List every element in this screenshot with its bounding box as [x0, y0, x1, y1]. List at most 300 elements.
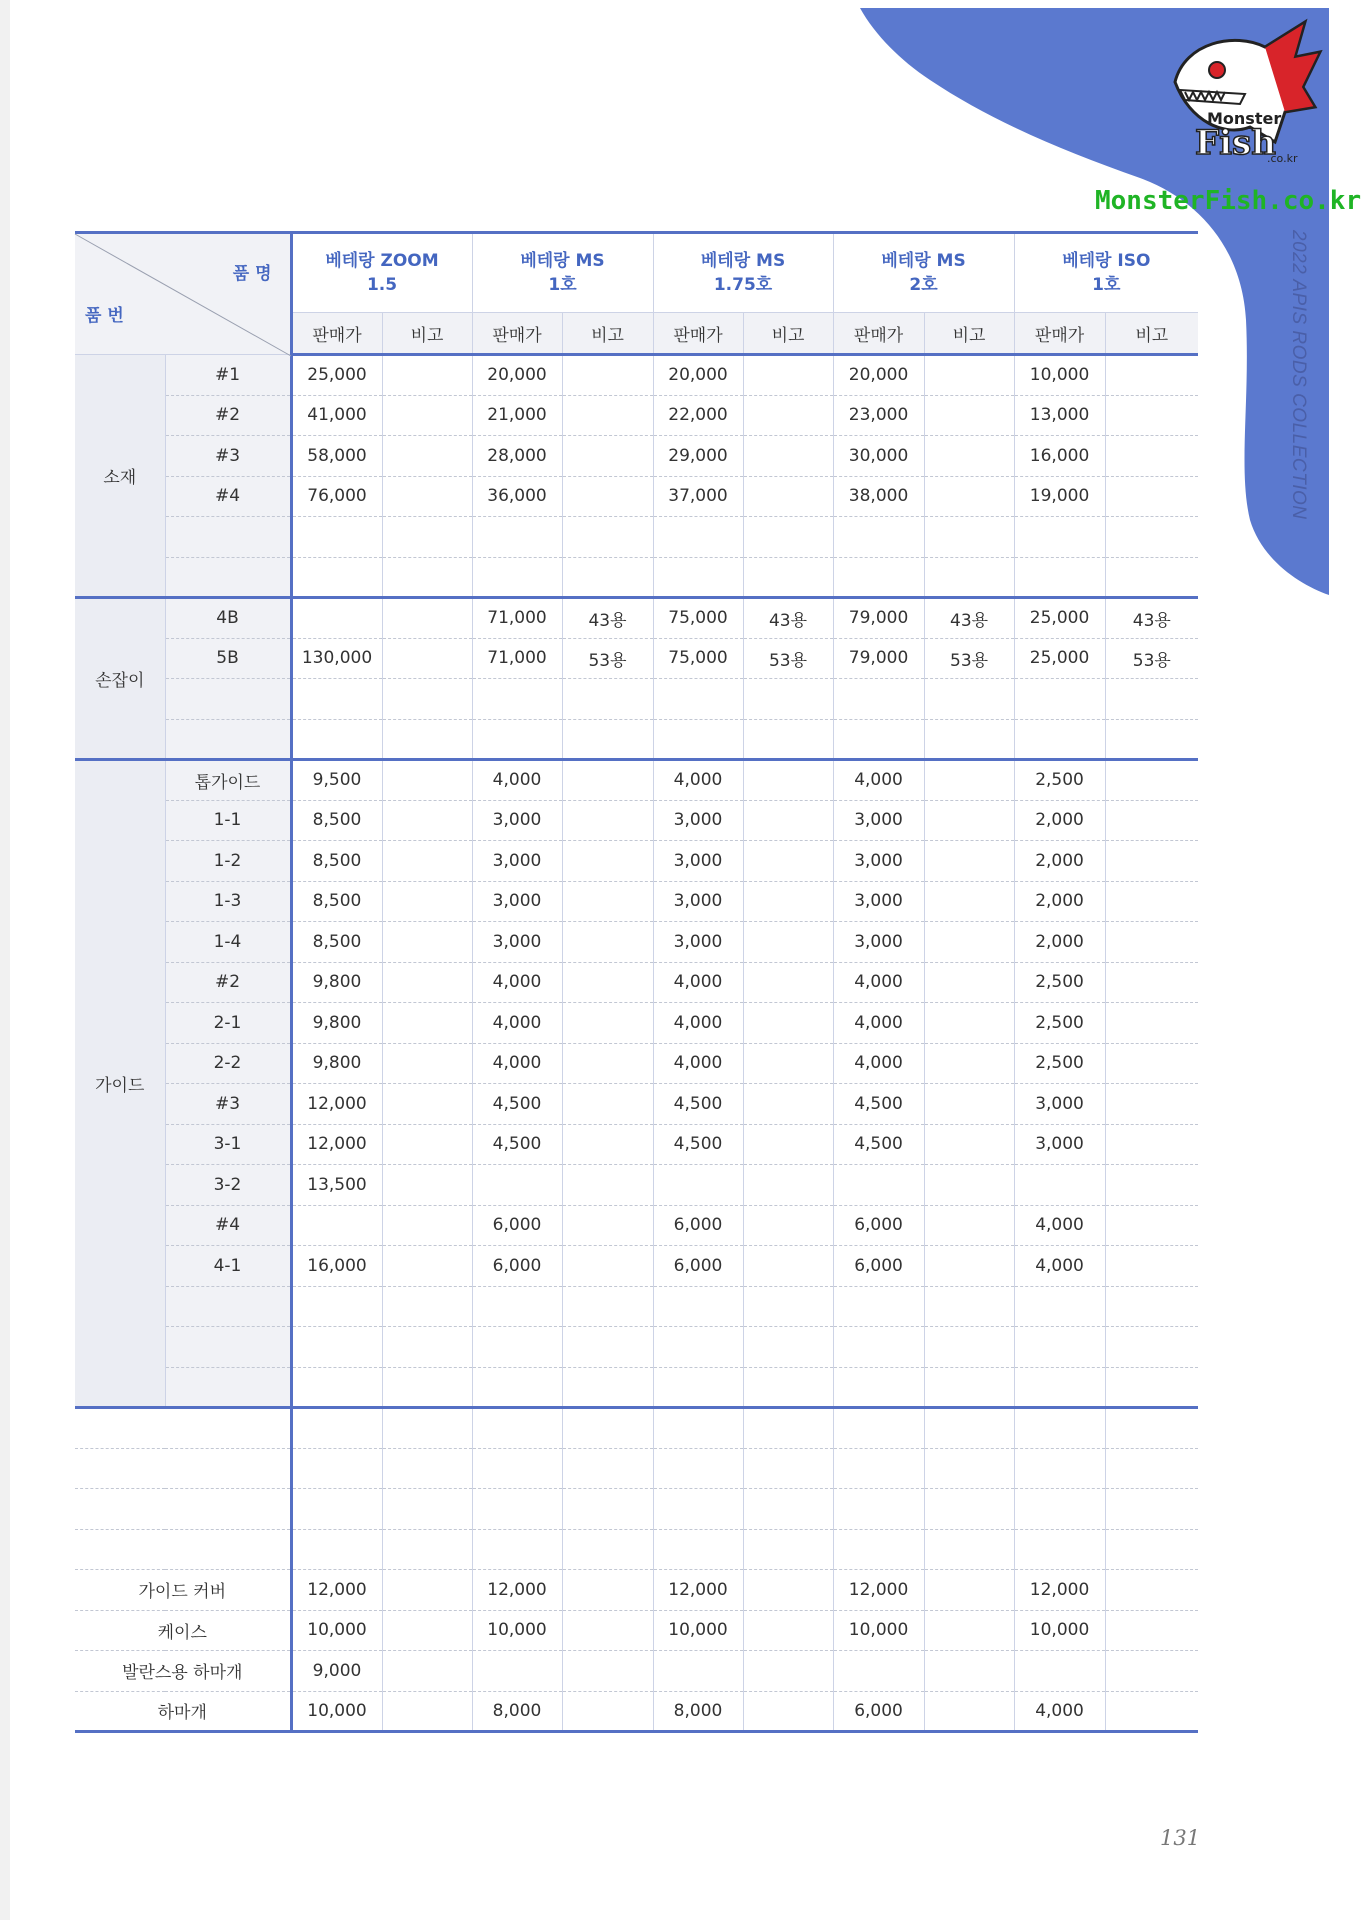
note-cell	[382, 881, 472, 922]
price-cell: 79,000	[833, 638, 924, 679]
product-name: 베테랑 MS	[520, 251, 605, 271]
price-cell: 4,500	[833, 1124, 924, 1165]
note-cell	[1105, 1570, 1198, 1611]
note-cell	[1105, 1651, 1198, 1692]
note-cell	[382, 1448, 472, 1489]
note-cell	[924, 1610, 1014, 1651]
note-cell	[562, 962, 653, 1003]
note-cell	[924, 1408, 1014, 1449]
price-cell	[472, 517, 562, 558]
table-row	[75, 1327, 1198, 1368]
note-cell	[1105, 1084, 1198, 1125]
note-cell	[743, 719, 833, 760]
price-cell: 6,000	[653, 1246, 743, 1287]
note-cell	[382, 1367, 472, 1408]
note-cell	[1105, 1286, 1198, 1327]
price-cell: 22,000	[653, 395, 743, 436]
note-cell	[1105, 476, 1198, 517]
product-name: 베테랑 ISO	[1062, 251, 1151, 271]
price-cell	[291, 598, 382, 639]
price-table	[75, 231, 1198, 1733]
product-header	[472, 233, 653, 313]
note-cell	[743, 1246, 833, 1287]
price-cell: 9,800	[291, 1003, 382, 1044]
price-cell: 6,000	[472, 1246, 562, 1287]
note-cell	[1105, 922, 1198, 963]
price-cell: 8,500	[291, 800, 382, 841]
price-cell	[1014, 1165, 1105, 1206]
price-cell	[653, 1489, 743, 1530]
price-cell: 25,000	[1014, 598, 1105, 639]
note-cell	[924, 517, 1014, 558]
price-cell	[291, 1367, 382, 1408]
note-cell	[743, 557, 833, 598]
price-cell	[291, 1286, 382, 1327]
price-cell: 16,000	[1014, 436, 1105, 477]
extra-item-cell	[75, 1529, 291, 1570]
price-cell	[833, 1408, 924, 1449]
price-cell: 2,000	[1014, 841, 1105, 882]
price-cell: 20,000	[472, 355, 562, 396]
note-cell	[562, 476, 653, 517]
note-cell	[382, 557, 472, 598]
item-cell: 1-4	[165, 922, 291, 963]
note-cell	[562, 881, 653, 922]
price-cell: 8,000	[653, 1691, 743, 1732]
price-cell: 8,500	[291, 841, 382, 882]
price-cell: 4,000	[653, 1043, 743, 1084]
note-cell	[1105, 1246, 1198, 1287]
note-cell	[1105, 517, 1198, 558]
table-row	[75, 1286, 1198, 1327]
price-cell: 9,000	[291, 1651, 382, 1692]
price-cell	[472, 719, 562, 760]
price-cell: 2,500	[1014, 760, 1105, 801]
note-cell	[382, 1651, 472, 1692]
price-cell: 130,000	[291, 638, 382, 679]
item-cell: #2	[165, 962, 291, 1003]
item-cell: 1-3	[165, 881, 291, 922]
note-cell	[562, 355, 653, 396]
price-cell: 4,500	[472, 1124, 562, 1165]
category-cell: 소재	[75, 355, 165, 598]
note-cell	[562, 1408, 653, 1449]
price-cell	[1014, 1408, 1105, 1449]
price-cell	[1014, 1651, 1105, 1692]
extra-item-cell: 발란스용 하마개	[75, 1651, 291, 1692]
note-cell	[1105, 557, 1198, 598]
price-cell: 58,000	[291, 436, 382, 477]
note-cell	[743, 841, 833, 882]
price-cell	[472, 1489, 562, 1530]
note-cell	[924, 476, 1014, 517]
table-row	[75, 1408, 1198, 1449]
price-cell	[1014, 1327, 1105, 1368]
price-cell: 20,000	[653, 355, 743, 396]
price-cell: 4,500	[472, 1084, 562, 1125]
note-cell	[382, 760, 472, 801]
table-row	[75, 1003, 1198, 1044]
note-cell	[1105, 395, 1198, 436]
price-cell	[833, 1327, 924, 1368]
table-row	[75, 1691, 1198, 1732]
monsterfish-logo	[1155, 12, 1325, 182]
table-row	[75, 517, 1198, 558]
price-cell: 25,000	[1014, 638, 1105, 679]
price-cell: 10,000	[472, 1610, 562, 1651]
price-cell: 12,000	[1014, 1570, 1105, 1611]
price-col-header: 판매가	[653, 313, 743, 355]
note-cell	[562, 1367, 653, 1408]
note-cell	[743, 395, 833, 436]
note-cell	[382, 1003, 472, 1044]
extra-item-cell	[75, 1448, 291, 1489]
note-cell	[382, 517, 472, 558]
note-cell	[562, 800, 653, 841]
price-cell: 8,000	[472, 1691, 562, 1732]
note-cell	[562, 1003, 653, 1044]
price-cell: 3,000	[653, 841, 743, 882]
note-cell	[924, 1286, 1014, 1327]
price-cell	[653, 719, 743, 760]
table-row	[75, 1489, 1198, 1530]
note-cell	[382, 1043, 472, 1084]
price-cell: 3,000	[1014, 1084, 1105, 1125]
table-row	[75, 841, 1198, 882]
item-cell: 2-2	[165, 1043, 291, 1084]
price-cell	[833, 1367, 924, 1408]
table-row	[75, 962, 1198, 1003]
table-row	[75, 395, 1198, 436]
price-cell: 30,000	[833, 436, 924, 477]
item-cell: #4	[165, 1205, 291, 1246]
note-cell	[1105, 881, 1198, 922]
note-cell	[924, 881, 1014, 922]
note-cell	[924, 719, 1014, 760]
price-cell	[472, 1327, 562, 1368]
note-cell	[1105, 719, 1198, 760]
table-row	[75, 476, 1198, 517]
price-cell: 2,000	[1014, 800, 1105, 841]
category-cell: 가이드	[75, 760, 165, 1408]
price-cell: 71,000	[472, 598, 562, 639]
price-cell	[1014, 1489, 1105, 1530]
table-row	[75, 800, 1198, 841]
note-cell	[1105, 800, 1198, 841]
price-cell: 6,000	[833, 1205, 924, 1246]
note-cell	[743, 800, 833, 841]
note-cell	[562, 760, 653, 801]
price-cell	[291, 1529, 382, 1570]
logo-text-monster: Monster	[1207, 109, 1282, 128]
note-cell	[1105, 760, 1198, 801]
logo-text-fish: Fish	[1195, 123, 1276, 163]
note-cell	[382, 436, 472, 477]
extra-item-cell: 가이드 커버	[75, 1570, 291, 1611]
price-cell	[472, 1651, 562, 1692]
site-url: MonsterFish.co.kr	[1095, 186, 1361, 216]
price-cell	[653, 1165, 743, 1206]
price-cell: 75,000	[653, 598, 743, 639]
price-cell: 3,000	[833, 800, 924, 841]
item-cell	[165, 1286, 291, 1327]
note-cell	[1105, 1205, 1198, 1246]
note-cell	[382, 922, 472, 963]
category-cell: 손잡이	[75, 598, 165, 760]
table-row	[75, 1124, 1198, 1165]
table-row	[75, 1084, 1198, 1125]
note-cell	[743, 922, 833, 963]
note-cell	[743, 1691, 833, 1732]
price-cell: 10,000	[653, 1610, 743, 1651]
price-cell: 2,500	[1014, 1043, 1105, 1084]
price-cell: 41,000	[291, 395, 382, 436]
product-spec: 2호	[909, 275, 938, 295]
item-cell: 톱가이드	[165, 760, 291, 801]
note-cell	[1105, 841, 1198, 882]
price-cell	[472, 1286, 562, 1327]
table-row	[75, 355, 1198, 396]
table-row	[75, 1651, 1198, 1692]
table-row	[75, 436, 1198, 477]
price-cell: 12,000	[291, 1084, 382, 1125]
note-cell	[382, 1165, 472, 1206]
note-cell	[743, 476, 833, 517]
note-cell	[1105, 1529, 1198, 1570]
price-cell: 6,000	[833, 1691, 924, 1732]
price-cell: 28,000	[472, 436, 562, 477]
extra-item-cell: 하마개	[75, 1691, 291, 1732]
price-cell: 12,000	[472, 1570, 562, 1611]
item-cell	[165, 1327, 291, 1368]
table-row	[75, 638, 1198, 679]
price-cell: 19,000	[1014, 476, 1105, 517]
note-cell	[382, 1246, 472, 1287]
price-cell	[472, 679, 562, 720]
note-cell	[743, 1003, 833, 1044]
price-cell: 29,000	[653, 436, 743, 477]
price-cell: 4,000	[653, 760, 743, 801]
note-cell	[924, 1651, 1014, 1692]
note-cell: 43용	[743, 598, 833, 639]
item-cell: 2-1	[165, 1003, 291, 1044]
note-cell	[924, 1691, 1014, 1732]
price-cell	[1014, 1529, 1105, 1570]
note-cell	[743, 1448, 833, 1489]
price-cell	[653, 1448, 743, 1489]
price-cell: 75,000	[653, 638, 743, 679]
note-cell	[1105, 1043, 1198, 1084]
product-spec: 1호	[548, 275, 577, 295]
price-cell: 16,000	[291, 1246, 382, 1287]
item-cell: 1-1	[165, 800, 291, 841]
price-cell: 25,000	[291, 355, 382, 396]
price-cell: 4,000	[833, 760, 924, 801]
price-col-header: 판매가	[833, 313, 924, 355]
price-cell: 4,000	[1014, 1691, 1105, 1732]
table-row	[75, 1529, 1198, 1570]
price-cell: 2,000	[1014, 881, 1105, 922]
note-cell	[562, 1610, 653, 1651]
note-cell	[1105, 1327, 1198, 1368]
note-cell	[1105, 962, 1198, 1003]
price-cell: 3,000	[472, 881, 562, 922]
price-cell: 10,000	[291, 1691, 382, 1732]
price-cell	[1014, 557, 1105, 598]
table-row	[75, 1205, 1198, 1246]
product-header	[291, 233, 472, 313]
table-row	[75, 598, 1198, 639]
note-cell	[743, 1570, 833, 1611]
note-col-header: 비고	[743, 313, 833, 355]
table-row	[75, 760, 1198, 801]
price-cell: 3,000	[833, 922, 924, 963]
collection-label: 2022 APIS RODS COLLECTION	[1288, 230, 1309, 520]
price-cell: 20,000	[833, 355, 924, 396]
note-cell	[562, 679, 653, 720]
note-cell	[382, 1489, 472, 1530]
note-col-header: 비고	[924, 313, 1014, 355]
note-cell	[382, 1529, 472, 1570]
note-cell	[924, 800, 1014, 841]
note-cell	[743, 1529, 833, 1570]
price-cell: 4,500	[833, 1084, 924, 1125]
item-cell: #4	[165, 476, 291, 517]
price-cell: 3,000	[653, 881, 743, 922]
table-row	[75, 881, 1198, 922]
price-cell: 9,800	[291, 962, 382, 1003]
price-cell: 3,000	[472, 841, 562, 882]
note-cell	[562, 395, 653, 436]
note-cell	[562, 1570, 653, 1611]
note-cell: 43용	[1105, 598, 1198, 639]
table-row	[75, 557, 1198, 598]
note-cell	[1105, 1489, 1198, 1530]
note-cell	[562, 1043, 653, 1084]
note-cell	[1105, 1124, 1198, 1165]
price-cell: 4,000	[653, 962, 743, 1003]
note-cell	[924, 1327, 1014, 1368]
note-cell	[743, 1084, 833, 1125]
note-cell	[382, 719, 472, 760]
table-row	[75, 922, 1198, 963]
price-cell: 4,000	[472, 1003, 562, 1044]
note-cell	[382, 1286, 472, 1327]
note-cell	[743, 1165, 833, 1206]
note-cell	[382, 1610, 472, 1651]
price-cell	[291, 1205, 382, 1246]
table-body	[75, 355, 1198, 1732]
item-cell: #3	[165, 436, 291, 477]
note-cell	[562, 1084, 653, 1125]
note-cell	[382, 1691, 472, 1732]
note-cell	[382, 598, 472, 639]
price-cell	[833, 679, 924, 720]
product-header	[1014, 233, 1198, 313]
note-cell	[382, 476, 472, 517]
note-cell	[562, 1691, 653, 1732]
price-cell	[833, 557, 924, 598]
note-cell	[924, 1246, 1014, 1287]
item-cell: 4B	[165, 598, 291, 639]
price-cell	[833, 1165, 924, 1206]
price-cell: 8,500	[291, 881, 382, 922]
price-cell: 9,800	[291, 1043, 382, 1084]
price-cell	[653, 1286, 743, 1327]
note-cell	[1105, 1448, 1198, 1489]
product-name: 베테랑 MS	[881, 251, 966, 271]
price-cell: 2,500	[1014, 1003, 1105, 1044]
note-cell	[562, 1327, 653, 1368]
note-cell: 53용	[743, 638, 833, 679]
item-cell: #3	[165, 1084, 291, 1125]
table-row	[75, 1246, 1198, 1287]
price-cell	[291, 1489, 382, 1530]
extra-item-cell: 케이스	[75, 1610, 291, 1651]
price-cell	[833, 1489, 924, 1530]
price-cell	[1014, 1448, 1105, 1489]
logo-text-domain: .co.kr	[1267, 152, 1298, 165]
note-cell	[924, 1165, 1014, 1206]
note-cell	[562, 841, 653, 882]
note-cell	[924, 841, 1014, 882]
note-cell: 43용	[562, 598, 653, 639]
note-cell	[562, 1651, 653, 1692]
note-cell	[743, 517, 833, 558]
price-cell	[833, 517, 924, 558]
note-cell	[924, 436, 1014, 477]
page-number: 131	[1160, 1826, 1201, 1850]
note-cell	[382, 1084, 472, 1125]
price-cell	[1014, 517, 1105, 558]
price-cell	[833, 1286, 924, 1327]
note-cell	[924, 1489, 1014, 1530]
price-cell: 6,000	[653, 1205, 743, 1246]
price-cell: 12,000	[833, 1570, 924, 1611]
price-cell	[291, 679, 382, 720]
price-cell	[833, 1651, 924, 1692]
price-col-header: 판매가	[472, 313, 562, 355]
note-cell	[562, 922, 653, 963]
note-cell	[924, 922, 1014, 963]
note-cell	[1105, 436, 1198, 477]
product-spec: 1호	[1092, 275, 1121, 295]
note-cell	[562, 1529, 653, 1570]
item-cell	[165, 1367, 291, 1408]
price-cell: 3,000	[472, 922, 562, 963]
note-cell	[382, 679, 472, 720]
price-cell: 3,000	[833, 881, 924, 922]
price-cell	[1014, 679, 1105, 720]
corner-diagonal	[75, 234, 291, 356]
price-cell	[653, 679, 743, 720]
note-cell	[743, 1205, 833, 1246]
note-cell	[382, 1570, 472, 1611]
note-cell: 53용	[924, 638, 1014, 679]
price-cell: 76,000	[291, 476, 382, 517]
price-cell: 23,000	[833, 395, 924, 436]
note-cell	[924, 1003, 1014, 1044]
note-cell	[382, 638, 472, 679]
price-cell	[653, 1408, 743, 1449]
price-cell	[833, 1448, 924, 1489]
item-cell	[165, 517, 291, 558]
note-cell	[743, 1367, 833, 1408]
price-cell: 6,000	[833, 1246, 924, 1287]
note-cell	[562, 557, 653, 598]
price-cell	[291, 719, 382, 760]
note-cell	[743, 760, 833, 801]
